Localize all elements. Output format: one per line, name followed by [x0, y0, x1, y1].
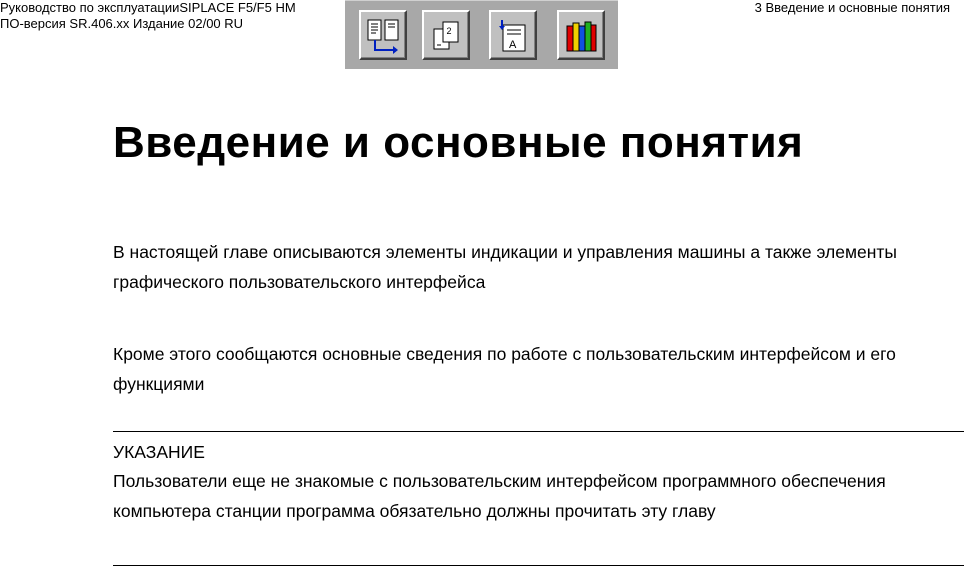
basics-paragraph: Кроме этого сообщаются основные сведения по работе с пользовательским интерфейсом и его функциями [113, 344, 896, 394]
pages-icon [428, 17, 466, 55]
header-version-edition: ПО-версия SR.406.xx Издание 02/00 RU [0, 16, 244, 31]
table-of-contents-icon [365, 17, 403, 55]
note-text: Пользователи еще не знакомые с пользовательским интерфейсом программного обеспечения компьютера станции программа обязательно должны прочитать эту главу [113, 471, 886, 521]
index-icon [495, 17, 533, 55]
header-manual-title: Руководство по эксплуатацииSIPLACE F5/F5 HM [0, 0, 296, 15]
library-books-icon [563, 17, 601, 55]
contents-button[interactable] [359, 10, 407, 60]
note-top-divider [113, 431, 964, 432]
header-chapter: 3 Введение и основные понятия [754, 0, 950, 15]
svg-text:A: A [509, 39, 517, 51]
chapter-title: Введение и основные понятия [113, 118, 804, 167]
library-button[interactable] [557, 10, 605, 60]
note-bottom-divider [113, 565, 964, 566]
navigation-toolbar [345, 0, 618, 69]
note-heading: УКАЗАНИЕ [113, 442, 205, 462]
pages-button[interactable] [422, 10, 470, 60]
intro-paragraph: В настоящей главе описываются элементы индикации и управления машины а также элементы графического пользовательского интерфейса [113, 242, 897, 292]
svg-text:2: 2 [446, 26, 452, 36]
index-button[interactable] [489, 10, 537, 60]
